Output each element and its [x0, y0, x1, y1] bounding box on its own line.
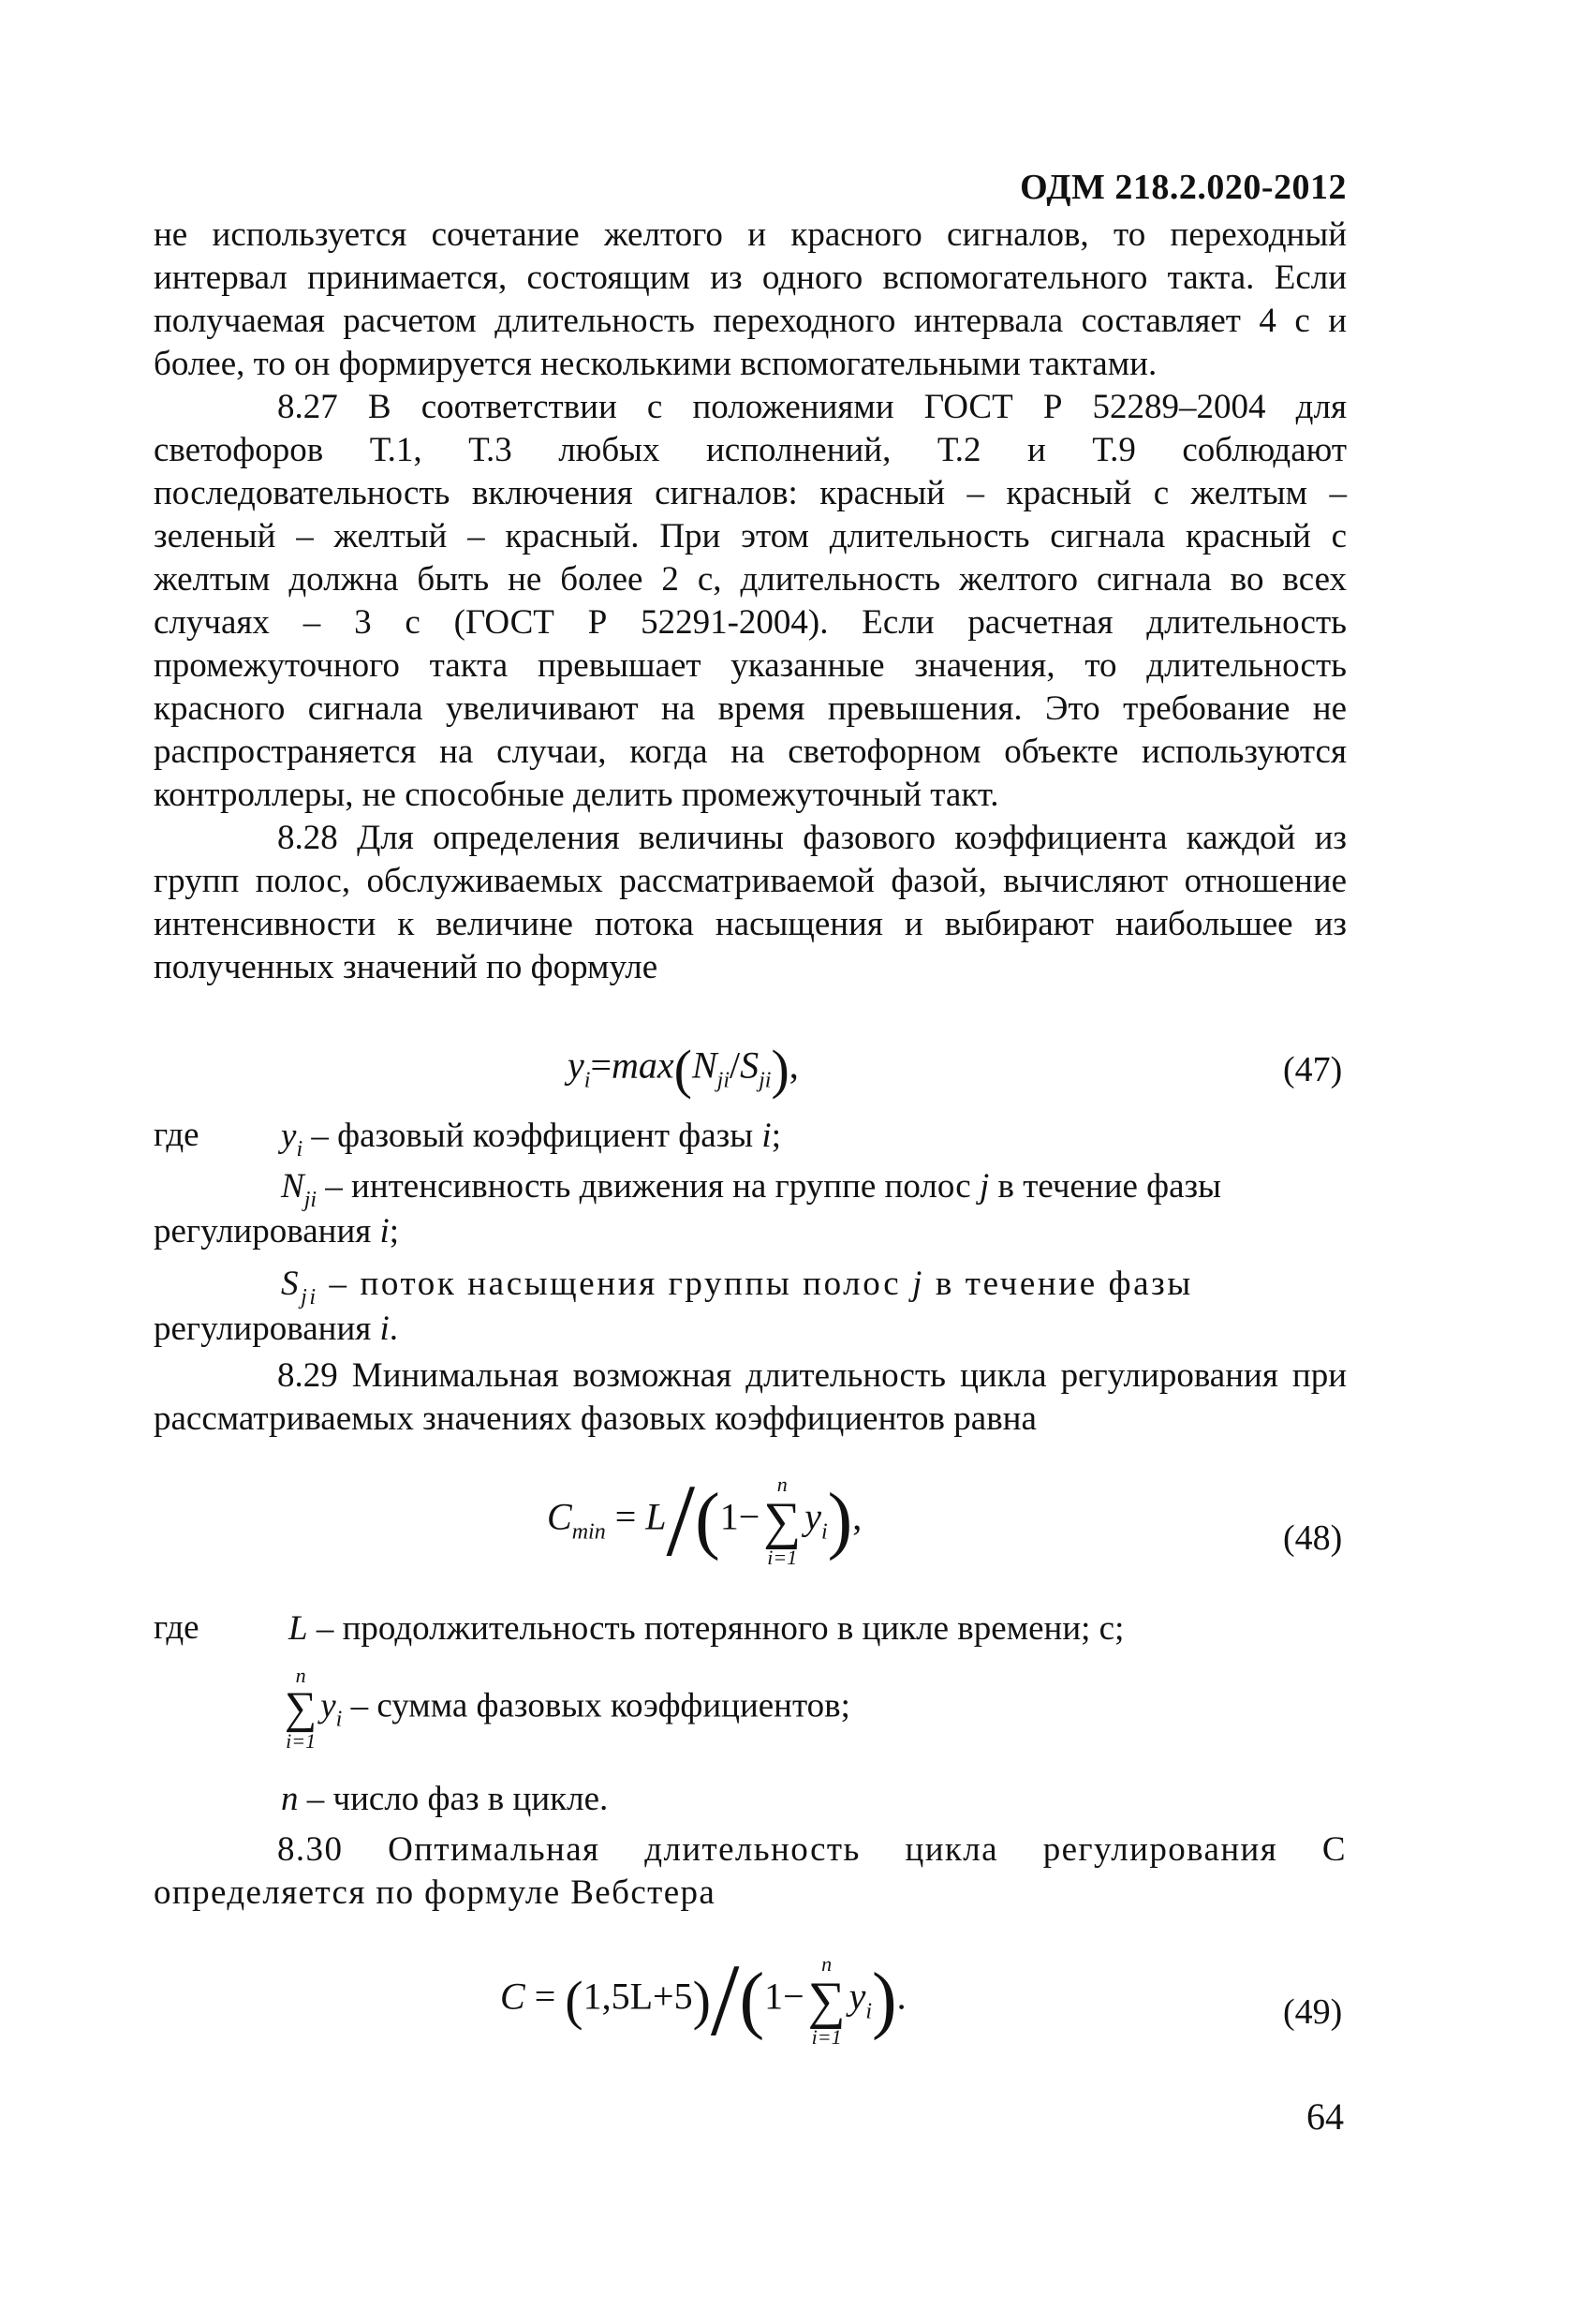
equation-number-47: (47)	[1283, 1050, 1343, 1089]
def-S-ji-continuation: регулирования i.	[154, 1310, 399, 1348]
body-text-8-30	[154, 1828, 1347, 1915]
body-text-top	[154, 214, 1347, 989]
def-n: n – число фаз в цикле.	[281, 1780, 609, 1818]
paragraph-8-27: 8.27 В соответствии с положениями ГОСТ Р 52289–2004 для светофоров Т.1, Т.3 любых исполнений, Т.2 и Т.9 соблюдают последовательность включения сигналов: красный – красный с желтым – зеленый – желтый – красный. При этом длительность сигнала красный с желтым должна быть не более 2 с, длительность желтого сигнала во всех случаях – 3 с (ГОСТ Р 52291-2004). Если расчетная длительность промежуточного такта превышает указанные значения, то длительность красного сигнала увеличивают на время превышения. Это требование не распространяется на случаи, когда на светофорном объекте используются контроллеры, не способные делить промежуточный такт.	[154, 388, 1347, 814]
def-L: L – продолжительность потерянного в цикле времени; с;	[288, 1609, 1125, 1648]
formula-48: $C_{min} = L/(1-$ n ∑ i=1 $y_i$),	[547, 1463, 863, 1577]
where-label-47: где	[154, 1116, 199, 1154]
def-y-i: $y_i$ – фазовый коэффициент фазы i;	[281, 1117, 781, 1162]
def-N-ji-continuation: регулирования i;	[154, 1212, 400, 1251]
body-text-8-29	[154, 1354, 1347, 1441]
page-number: 64	[1306, 2095, 1344, 2138]
document-code: ОДМ 218.2.020-2012	[1020, 168, 1347, 207]
equation-number-49: (49)	[1283, 1992, 1343, 2032]
where-label-48: где	[154, 1608, 199, 1647]
paragraph-8-29: 8.29 Минимальная возможная длительность цикла регулирования при рассматриваемых значениях фазовых коэффициентов равна	[154, 1356, 1347, 1438]
def-S-ji: $S_{ji}$ – поток насыщения группы полос j в течение фазы	[281, 1265, 1193, 1310]
formula-47: $y_i=\max(N_{ji}/S_{ji})$,	[568, 1039, 799, 1100]
paragraph-8-28: 8.28 Для определения величины фазового коэффициента каждой из групп полос, обслуживаемых рассматриваемой фазой, вычисляют отношение интенсивности к величине потока насыщения и выбирают наибольшее из полученных значений по формуле	[154, 819, 1347, 986]
formula-49: C = (1,5L+5)/(1− n ∑ i=1 $y_i$).	[500, 1943, 907, 2057]
equation-number-48: (48)	[1283, 1518, 1343, 1558]
paragraph-8-30: 8.30 Оптимальная длительность цикла регулирования С определяется по формуле Вебстера	[154, 1830, 1347, 1912]
paragraph-continuation: не используется сочетание желтого и красного сигналов, то переходный интервал принимается, состоящим из одного вспомогательного такта. Если получаемая расчетом длительность переходного интервала составляет 4 с и более, то он формируется несколькими вспомогательными тактами.	[154, 215, 1347, 383]
def-sum-y: n ∑ i=1 $y_i$ – сумма фазовых коэффициентов;	[285, 1664, 850, 1753]
def-N-ji: $N_{ji}$ – интенсивность движения на группе полос j в течение фазы	[281, 1167, 1222, 1212]
